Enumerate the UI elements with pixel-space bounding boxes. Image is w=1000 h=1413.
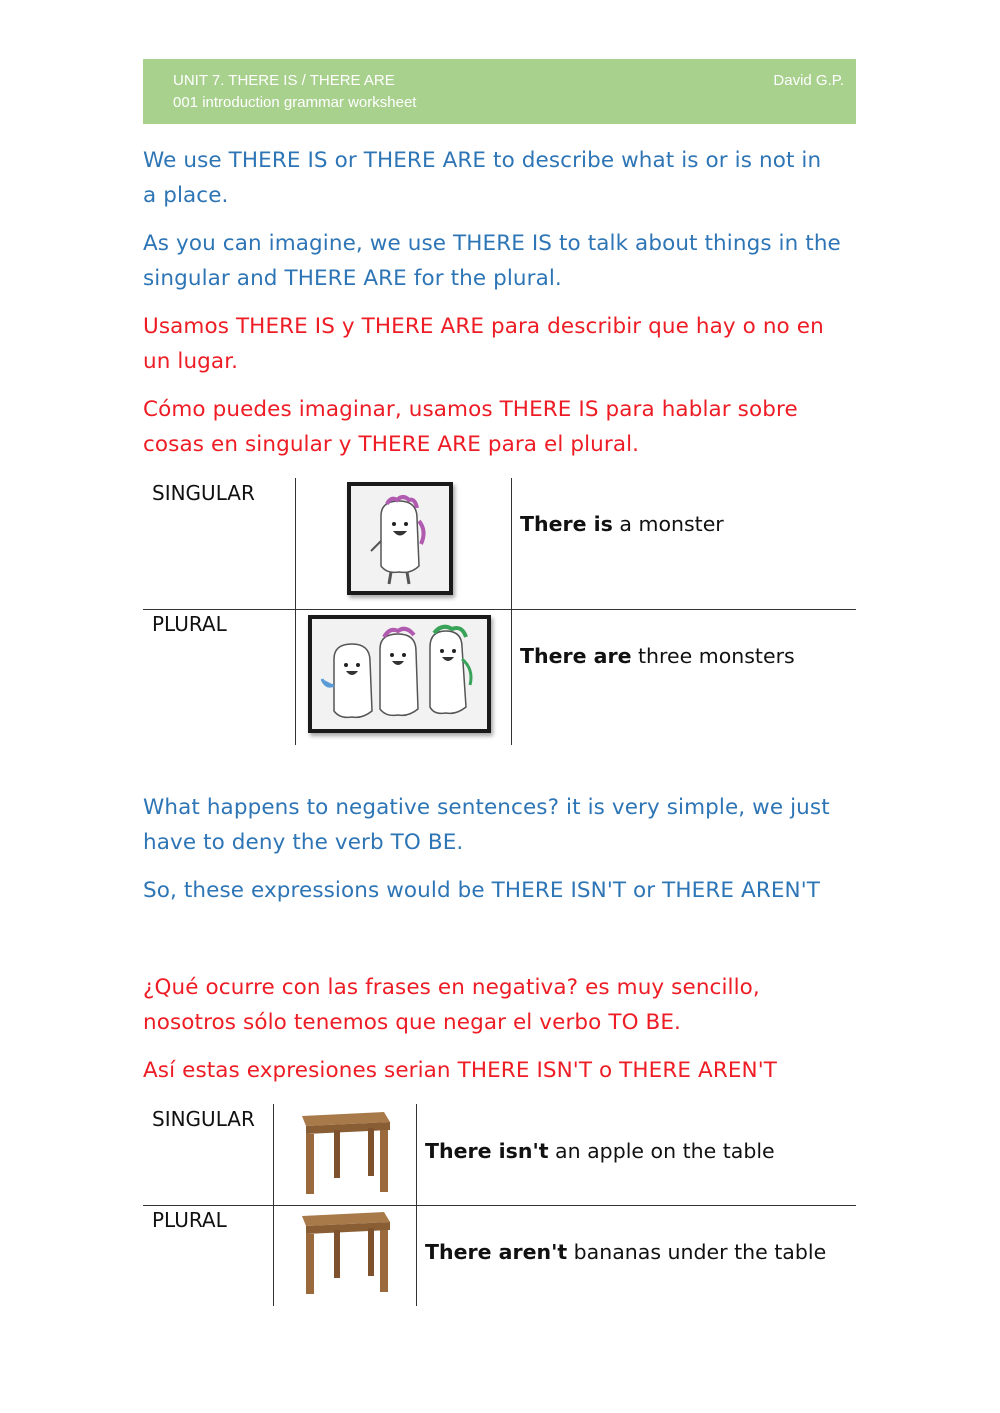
table-picture xyxy=(294,1108,394,1196)
sentence-rest: three monsters xyxy=(631,644,795,668)
monsters-icon xyxy=(312,619,487,729)
monster-icon xyxy=(351,486,449,591)
worksheet-subtitle: 001 introduction grammar worksheet xyxy=(173,94,417,111)
sentence-rest: bananas under the table xyxy=(567,1240,827,1264)
sentence-rest: a monster xyxy=(612,512,724,536)
negative-english-1: What happens to negative sentences? it is very simple, we just have to deny the verb TO BE. xyxy=(143,795,830,855)
worksheet-header xyxy=(143,59,856,124)
sentence-there-isnt xyxy=(425,1138,775,1164)
negative-spanish-2: Así estas expresiones serian THERE ISN'T o THERE AREN'T xyxy=(143,1058,777,1083)
sentence-bold-part: There aren't xyxy=(425,1240,568,1264)
intro-english-1: We use THERE IS or THERE ARE to describe what is or is not in a place. xyxy=(143,148,822,208)
unit-title: UNIT 7. THERE IS / THERE ARE xyxy=(173,72,395,89)
row-label-plural: PLURAL xyxy=(152,612,227,636)
sentence-there-are xyxy=(520,643,795,669)
three-monsters-picture xyxy=(308,615,491,733)
intro-spanish-1: Usamos THERE IS y THERE ARE para describir que hay o no en un lugar. xyxy=(143,314,824,374)
intro-english-2: As you can imagine, we use THERE IS to talk about things in the singular and THERE ARE for the plural. xyxy=(143,231,841,291)
one-monster-picture xyxy=(347,482,453,595)
negative-english-2: So, these expressions would be THERE ISN'T or THERE AREN'T xyxy=(143,878,820,903)
sentence-there-is xyxy=(520,511,724,537)
sentence-there-arent xyxy=(425,1239,826,1265)
row-label-plural: PLURAL xyxy=(152,1208,227,1232)
negative-spanish-1: ¿Qué ocurre con las frases en negativa? es muy sencillo, nosotros sólo tenemos que negar el verbo TO BE. xyxy=(143,975,760,1035)
sentence-rest: an apple on the table xyxy=(548,1139,775,1163)
author-name: David G.P. xyxy=(773,72,844,89)
table-picture xyxy=(294,1208,394,1296)
sentence-bold-part: There isn't xyxy=(425,1139,549,1163)
intro-spanish-2: Cómo puedes imaginar, usamos THERE IS para hablar sobre cosas en singular y THERE ARE para el plural. xyxy=(143,397,798,457)
sentence-bold-part: There is xyxy=(520,512,613,536)
row-label-singular: SINGULAR xyxy=(152,1107,255,1131)
row-label-singular: SINGULAR xyxy=(152,481,255,505)
sentence-bold-part: There are xyxy=(520,644,632,668)
